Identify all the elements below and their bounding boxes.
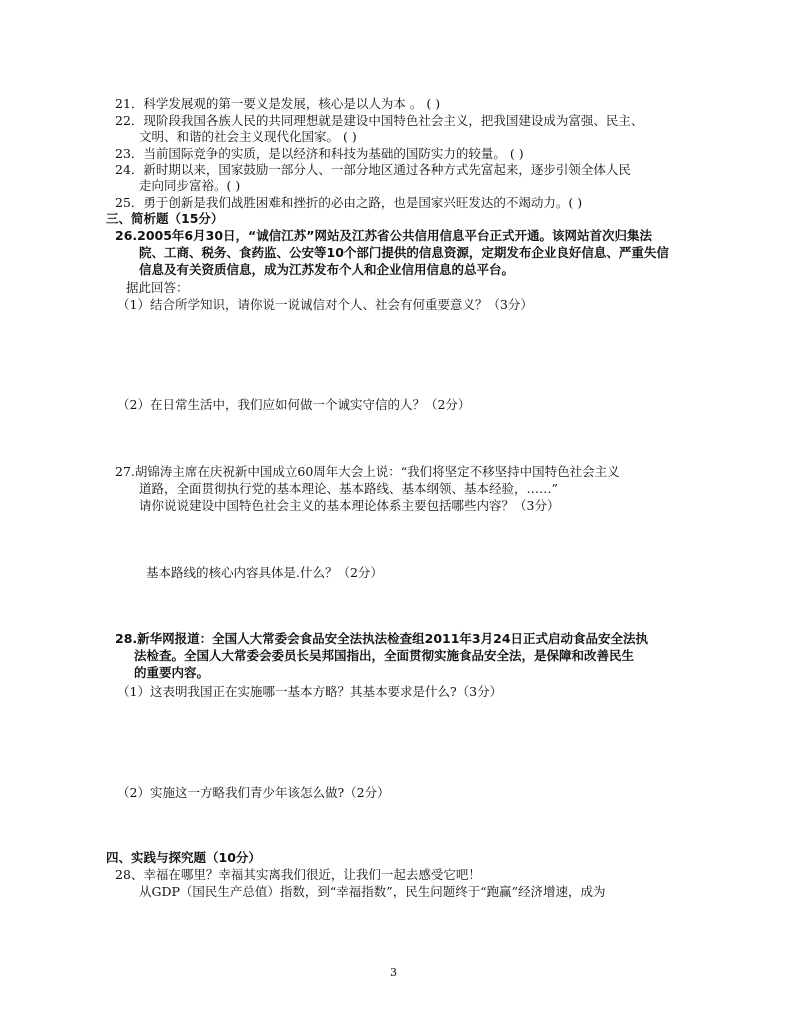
question-28-line-1: 28.新华网报道：全国人大常委会食品安全法执法检查组2011年3月24日正式启动食品安全法执 bbox=[115, 631, 649, 646]
question-26-line-2: 院、工商、税务、食药监、公安等10个部门提供的信息资源，定期发布企业良好信息、严重失信 bbox=[139, 245, 669, 260]
question-28b-line-1: 28、幸福在哪里？幸福其实离我们很近，让我们一起去感受它吧！ bbox=[115, 867, 481, 882]
question-26-line-1: 26.2005年6月30日，“诚信江苏”网站及江苏省公共信用信息平台正式开通。该网站首次归集法 bbox=[115, 228, 652, 243]
question-28b-line-2: 从GDP（国民生产总值）指数，到“幸福指数”，民生问题终于“跑赢”经济增速，成为 bbox=[139, 884, 606, 899]
section-4-heading: 四、实践与探究题（10分） bbox=[106, 850, 261, 865]
question-22-line-1: 22．现阶段我国各族人民的共同理想就是建设中国特色社会主义，把我国建设成为富强、民主、 bbox=[115, 113, 644, 128]
question-27-line-3: 请你说说建设中国特色社会主义的基本理论体系主要包括哪些内容？（3分） bbox=[139, 498, 560, 513]
question-28-line-3: 的重要内容。 bbox=[134, 665, 210, 680]
question-26-part-2: （2）在日常生活中，我们应如何做一个诚实守信的人？（2分） bbox=[117, 397, 471, 412]
question-24-line-2: 走向同步富裕。( ) bbox=[139, 178, 241, 193]
question-23: 23．当前国际竞争的实质，是以经济和科技为基础的国防实力的较量。 ( ) bbox=[115, 146, 524, 161]
question-26-line-3: 信息及有关资质信息，成为江苏发布个人和企业信用信息的总平台。 bbox=[139, 262, 515, 277]
question-28-line-2: 法检查。全国人大常委会委员长吴邦国指出，全面贯彻实施食品安全法，是保障和改善民生 bbox=[134, 648, 635, 663]
question-25: 25．勇于创新是我们战胜困难和挫折的必由之路，也是国家兴旺发达的不竭动力。( ) bbox=[115, 195, 583, 210]
question-27-line-4: 基本路线的核心内容具体是.什么？（2分） bbox=[146, 565, 383, 580]
question-22-line-2: 文明、和谐的社会主义现代化国家。 ( ) bbox=[139, 129, 357, 144]
question-27-line-2: 道路，全面贯彻执行党的基本理论、基本路线、基本纲领、基本经验，……” bbox=[139, 481, 558, 496]
question-26-prompt: 据此回答： bbox=[126, 280, 189, 295]
question-21: 21．科学发展观的第一要义是发展，核心是以人为本 。 ( ) bbox=[115, 96, 441, 111]
question-28-part-1: （1）这表明我国正在实施哪一基本方略？其基本要求是什么?（3分） bbox=[117, 684, 503, 699]
question-27-line-1: 27.胡锦涛主席在庆祝新中国成立60周年大会上说：“我们将坚定不移坚持中国特色社会主义 bbox=[115, 464, 620, 479]
question-26-part-1: （1）结合所学知识，请你说一说诚信对个人、社会有何重要意义？（3分） bbox=[117, 297, 533, 312]
question-28-part-2: （2）实施这一方略我们青少年该怎么做?（2分） bbox=[117, 785, 390, 800]
question-24-line-1: 24．新时期以来，国家鼓励一部分人、一部分地区通过各种方式先富起来，逐步引领全体人民 bbox=[115, 162, 631, 177]
page-number: 3 bbox=[390, 966, 397, 979]
section-3-heading: 三、简析题（15分） bbox=[106, 211, 224, 226]
